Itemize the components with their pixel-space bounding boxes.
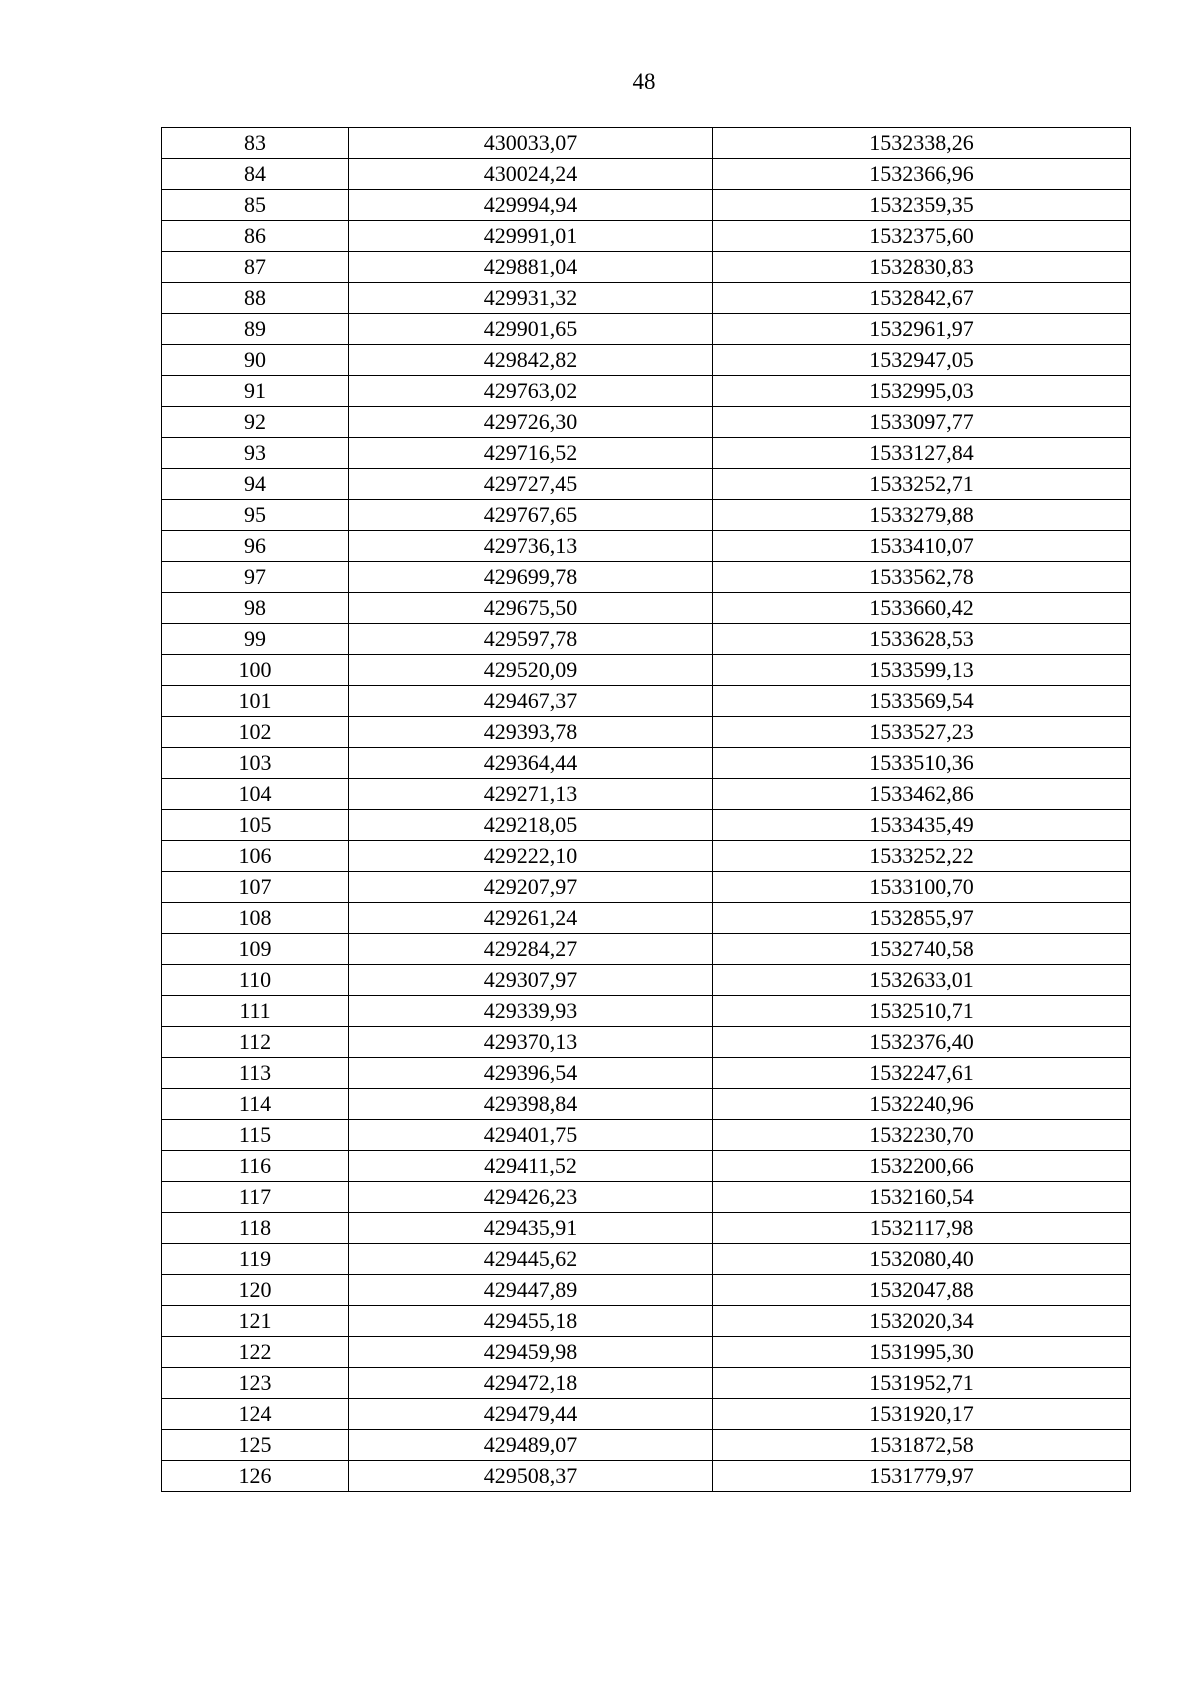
table-row [162,283,1131,314]
x-coordinate-cell: 429508,37 [349,1461,713,1492]
x-coordinate-cell: 429931,32 [349,283,713,314]
y-coordinate-cell: 1533562,78 [713,562,1131,593]
x-coordinate-cell: 429675,50 [349,593,713,624]
point-number-cell: 94 [162,469,349,500]
y-coordinate-cell: 1532366,96 [713,159,1131,190]
point-number-cell: 118 [162,1213,349,1244]
table-row [162,903,1131,934]
y-coordinate-cell: 1533279,88 [713,500,1131,531]
coordinates-table-body [162,128,1131,1492]
table-row [162,314,1131,345]
y-coordinate-cell: 1532247,61 [713,1058,1131,1089]
table-row [162,159,1131,190]
point-number-cell: 106 [162,841,349,872]
table-row [162,717,1131,748]
coordinates-table [161,127,1131,1492]
y-coordinate-cell: 1532080,40 [713,1244,1131,1275]
y-coordinate-cell: 1532230,70 [713,1120,1131,1151]
table-row [162,779,1131,810]
x-coordinate-cell: 429736,13 [349,531,713,562]
y-coordinate-cell: 1532047,88 [713,1275,1131,1306]
y-coordinate-cell: 1532995,03 [713,376,1131,407]
point-number-cell: 126 [162,1461,349,1492]
point-number-cell: 116 [162,1151,349,1182]
point-number-cell: 104 [162,779,349,810]
y-coordinate-cell: 1532376,40 [713,1027,1131,1058]
y-coordinate-cell: 1532633,01 [713,965,1131,996]
point-number-cell: 108 [162,903,349,934]
table-row [162,438,1131,469]
point-number-cell: 105 [162,810,349,841]
table-row [162,934,1131,965]
table-row [162,1337,1131,1368]
point-number-cell: 124 [162,1399,349,1430]
point-number-cell: 120 [162,1275,349,1306]
x-coordinate-cell: 429467,37 [349,686,713,717]
x-coordinate-cell: 429364,44 [349,748,713,779]
x-coordinate-cell: 429842,82 [349,345,713,376]
x-coordinate-cell: 429489,07 [349,1430,713,1461]
x-coordinate-cell: 429459,98 [349,1337,713,1368]
y-coordinate-cell: 1531779,97 [713,1461,1131,1492]
point-number-cell: 91 [162,376,349,407]
point-number-cell: 98 [162,593,349,624]
y-coordinate-cell: 1531995,30 [713,1337,1131,1368]
x-coordinate-cell: 429472,18 [349,1368,713,1399]
point-number-cell: 97 [162,562,349,593]
table-row [162,748,1131,779]
x-coordinate-cell: 429726,30 [349,407,713,438]
table-row [162,1306,1131,1337]
y-coordinate-cell: 1533527,23 [713,717,1131,748]
x-coordinate-cell: 429763,02 [349,376,713,407]
x-coordinate-cell: 429370,13 [349,1027,713,1058]
point-number-cell: 87 [162,252,349,283]
x-coordinate-cell: 429447,89 [349,1275,713,1306]
table-row [162,1368,1131,1399]
table-row [162,252,1131,283]
point-number-cell: 95 [162,500,349,531]
x-coordinate-cell: 429716,52 [349,438,713,469]
x-coordinate-cell: 429520,09 [349,655,713,686]
point-number-cell: 86 [162,221,349,252]
x-coordinate-cell: 429401,75 [349,1120,713,1151]
y-coordinate-cell: 1532359,35 [713,190,1131,221]
x-coordinate-cell: 429222,10 [349,841,713,872]
point-number-cell: 96 [162,531,349,562]
y-coordinate-cell: 1532020,34 [713,1306,1131,1337]
point-number-cell: 121 [162,1306,349,1337]
point-number-cell: 102 [162,717,349,748]
y-coordinate-cell: 1532740,58 [713,934,1131,965]
point-number-cell: 99 [162,624,349,655]
x-coordinate-cell: 429699,78 [349,562,713,593]
point-number-cell: 88 [162,283,349,314]
y-coordinate-cell: 1533252,71 [713,469,1131,500]
y-coordinate-cell: 1533127,84 [713,438,1131,469]
x-coordinate-cell: 429767,65 [349,500,713,531]
x-coordinate-cell: 430024,24 [349,159,713,190]
x-coordinate-cell: 429426,23 [349,1182,713,1213]
x-coordinate-cell: 430033,07 [349,128,713,159]
table-row [162,872,1131,903]
y-coordinate-cell: 1532200,66 [713,1151,1131,1182]
table-row [162,1058,1131,1089]
y-coordinate-cell: 1531952,71 [713,1368,1131,1399]
x-coordinate-cell: 429479,44 [349,1399,713,1430]
y-coordinate-cell: 1532160,54 [713,1182,1131,1213]
y-coordinate-cell: 1532510,71 [713,996,1131,1027]
table-row [162,1244,1131,1275]
point-number-cell: 123 [162,1368,349,1399]
x-coordinate-cell: 429339,93 [349,996,713,1027]
x-coordinate-cell: 429881,04 [349,252,713,283]
point-number-cell: 101 [162,686,349,717]
x-coordinate-cell: 429284,27 [349,934,713,965]
table-row [162,965,1131,996]
x-coordinate-cell: 429994,94 [349,190,713,221]
table-row [162,655,1131,686]
y-coordinate-cell: 1533599,13 [713,655,1131,686]
table-row [162,1120,1131,1151]
point-number-cell: 92 [162,407,349,438]
y-coordinate-cell: 1533252,22 [713,841,1131,872]
table-row [162,624,1131,655]
x-coordinate-cell: 429218,05 [349,810,713,841]
y-coordinate-cell: 1532117,98 [713,1213,1131,1244]
table-row [162,1399,1131,1430]
x-coordinate-cell: 429455,18 [349,1306,713,1337]
point-number-cell: 112 [162,1027,349,1058]
table-row [162,221,1131,252]
point-number-cell: 122 [162,1337,349,1368]
y-coordinate-cell: 1533462,86 [713,779,1131,810]
point-number-cell: 93 [162,438,349,469]
point-number-cell: 84 [162,159,349,190]
table-row [162,841,1131,872]
point-number-cell: 125 [162,1430,349,1461]
table-row [162,1027,1131,1058]
y-coordinate-cell: 1533097,77 [713,407,1131,438]
point-number-cell: 107 [162,872,349,903]
x-coordinate-cell: 429396,54 [349,1058,713,1089]
table-row [162,1461,1131,1492]
table-row [162,531,1131,562]
point-number-cell: 89 [162,314,349,345]
point-number-cell: 83 [162,128,349,159]
y-coordinate-cell: 1532947,05 [713,345,1131,376]
table-row [162,190,1131,221]
point-number-cell: 111 [162,996,349,1027]
point-number-cell: 117 [162,1182,349,1213]
point-number-cell: 110 [162,965,349,996]
y-coordinate-cell: 1533569,54 [713,686,1131,717]
table-row [162,500,1131,531]
x-coordinate-cell: 429398,84 [349,1089,713,1120]
y-coordinate-cell: 1531920,17 [713,1399,1131,1430]
y-coordinate-cell: 1533410,07 [713,531,1131,562]
table-row [162,1430,1131,1461]
x-coordinate-cell: 429991,01 [349,221,713,252]
x-coordinate-cell: 429271,13 [349,779,713,810]
y-coordinate-cell: 1533510,36 [713,748,1131,779]
y-coordinate-cell: 1532375,60 [713,221,1131,252]
y-coordinate-cell: 1531872,58 [713,1430,1131,1461]
page-number: 48 [632,69,656,94]
x-coordinate-cell: 429727,45 [349,469,713,500]
y-coordinate-cell: 1533435,49 [713,810,1131,841]
point-number-cell: 114 [162,1089,349,1120]
table-row [162,562,1131,593]
x-coordinate-cell: 429307,97 [349,965,713,996]
point-number-cell: 109 [162,934,349,965]
table-row [162,1213,1131,1244]
x-coordinate-cell: 429411,52 [349,1151,713,1182]
y-coordinate-cell: 1532855,97 [713,903,1131,934]
table-row [162,1089,1131,1120]
x-coordinate-cell: 429597,78 [349,624,713,655]
table-row [162,407,1131,438]
table-row [162,128,1131,159]
x-coordinate-cell: 429435,91 [349,1213,713,1244]
table-row [162,810,1131,841]
y-coordinate-cell: 1532240,96 [713,1089,1131,1120]
table-row [162,1275,1131,1306]
point-number-cell: 115 [162,1120,349,1151]
point-number-cell: 100 [162,655,349,686]
x-coordinate-cell: 429445,62 [349,1244,713,1275]
x-coordinate-cell: 429393,78 [349,717,713,748]
y-coordinate-cell: 1532338,26 [713,128,1131,159]
table-row [162,593,1131,624]
y-coordinate-cell: 1532961,97 [713,314,1131,345]
x-coordinate-cell: 429901,65 [349,314,713,345]
y-coordinate-cell: 1533660,42 [713,593,1131,624]
point-number-cell: 90 [162,345,349,376]
point-number-cell: 85 [162,190,349,221]
y-coordinate-cell: 1533628,53 [713,624,1131,655]
table-row [162,1151,1131,1182]
point-number-cell: 103 [162,748,349,779]
table-row [162,469,1131,500]
table-row [162,1182,1131,1213]
table-row [162,345,1131,376]
x-coordinate-cell: 429207,97 [349,872,713,903]
y-coordinate-cell: 1532842,67 [713,283,1131,314]
point-number-cell: 113 [162,1058,349,1089]
table-row [162,996,1131,1027]
table-row [162,376,1131,407]
y-coordinate-cell: 1532830,83 [713,252,1131,283]
table-row [162,686,1131,717]
point-number-cell: 119 [162,1244,349,1275]
y-coordinate-cell: 1533100,70 [713,872,1131,903]
x-coordinate-cell: 429261,24 [349,903,713,934]
